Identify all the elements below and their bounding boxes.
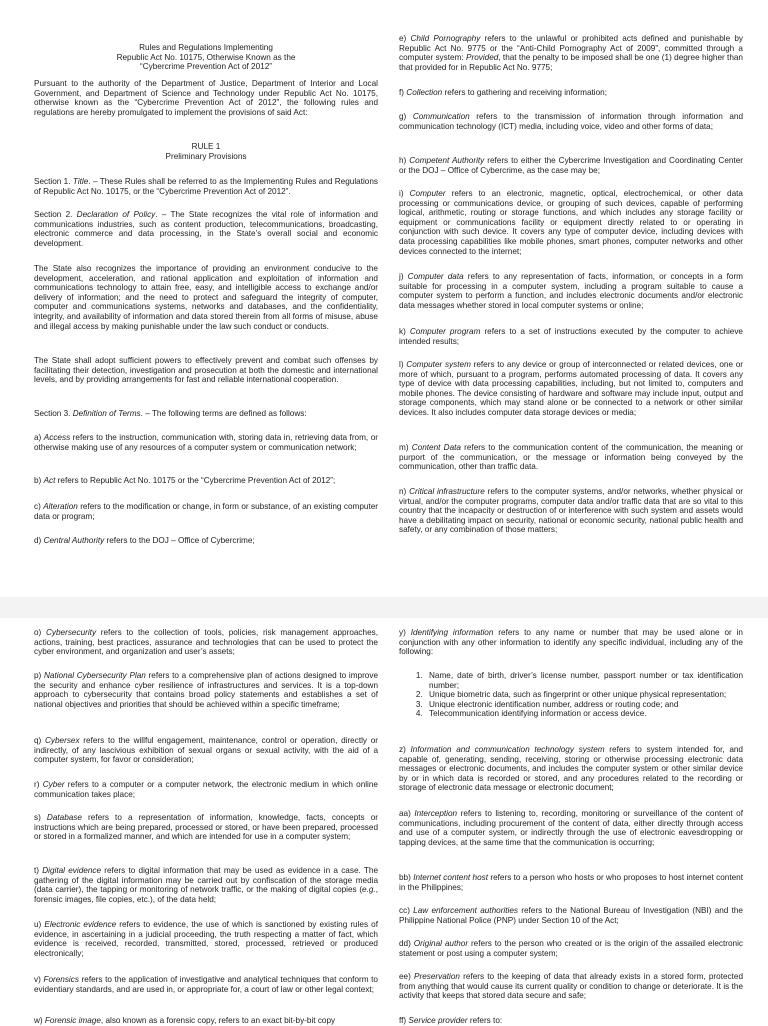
definition-term: Cybersex — [45, 736, 80, 745]
provided-term: Provided — [466, 53, 499, 63]
definition-prefix: d) — [34, 536, 44, 545]
definition-text: refers to any device or group of interconnected or related devices, one or more of which, pursuant to a program, performs automated processing of data. It covers any type of device with data processing capabilities, including, but not limited to, computers and mobile phones. The device consisting of hardware and software may include input, output and storage components, which may stand alone or be connected to a network or other similar devices. It also includes computer data storage devices or media; — [399, 360, 743, 417]
definition-bb — [399, 873, 743, 892]
definition-text: refers to either the Cybercrime Investigation and Coordinating Center or the DOJ – Office of Cybercrime, as the case may be; — [399, 156, 743, 175]
definition-ee — [399, 972, 743, 1001]
definition-j — [399, 272, 743, 310]
definition-term: Original author — [413, 939, 469, 948]
definition-text: refers to: — [467, 1016, 503, 1025]
definition-r — [34, 780, 378, 799]
definition-prefix: q) — [34, 736, 45, 745]
page2-left-column — [34, 618, 378, 1024]
definition-c — [34, 502, 378, 521]
definition-term: Electronic evidence — [44, 920, 117, 929]
definition-term: Computer system — [406, 360, 471, 369]
definition-text: refers to the person who created or is the origin of the assailed electronic statement or post using a computer system; — [399, 939, 743, 958]
definition-term: Child Pornography — [410, 34, 481, 43]
definition-term: Database — [46, 813, 82, 822]
paragraph-importance-text: The State also recognizes the importance of providing an environment conducive to the development, acceleration, and rational application and exploitation of information and communications technology to attain free, easy, and intelligible access to exchange and/or delivery of information; and the need to protect and safeguard the integrity of computer, computer and communications systems, networks and databases, and the confidentiality, integrity, and availability of information and data stored therein from all forms of misuse, abuse and illegal access by making punishable under the law such conduct or conducts. — [34, 264, 378, 331]
definition-term: Computer data — [407, 272, 464, 281]
list-item: 1. Name, date of birth, driver’s license number, passport number or tax identification number; — [425, 671, 743, 690]
definition-prefix: j) — [399, 272, 408, 281]
definition-text-continued: , that the penalty to be imposed shall be one (1) degree higher than that provided for in Republic Act No. 9775; — [399, 53, 743, 72]
definition-term: Forensics — [43, 975, 79, 984]
definition-text: refers to a person who hosts or who proposes to host internet content in the Philippines; — [399, 873, 743, 892]
definition-prefix: cc) — [399, 906, 414, 915]
definition-prefix: s) — [34, 813, 47, 822]
definition-text: , also known as a forensic copy, refers to an exact bit-by-bit copy — [100, 1016, 336, 1025]
definition-term: Identifying information — [410, 628, 494, 637]
paragraph-powers-text: The State shall adopt sufficient powers to effectively prevent and combat such offenses by facilitating their detection, investigation and prosecution at both the domestic and international levels, and by providing arrangements for fast and reliable international cooperation. — [34, 356, 378, 385]
definition-text: refers to the unlawful or prohibited acts defined and punishable by Republic Act No. 9775 or the “Anti-Child Pornography Act of 2009”, committed through a computer system: — [399, 34, 743, 63]
definition-prefix: l) — [399, 360, 407, 369]
definition-text: refers to the willful engagement, maintenance, control or operation, directly or indirectly, of any lascivious exhibition of sexual organs or sexual activity, with the aid of a computer system, for favor or consideration; — [34, 736, 378, 765]
definition-prefix: ee) — [399, 972, 415, 981]
definition-term: Communication — [412, 112, 470, 121]
definition-text: refers to listening to, recording, monitoring or surveillance of the content of communications, including procurement of the content of data, either directly through access and use of a computer system, or indirectly through the use of electronic eavesdropping or tapping devices, at the same time that the communication is occurring; — [399, 809, 743, 847]
definition-text: refers to the instruction, communication with, storing data in, retrieving data from, or otherwise making use of any resources of a computer system or communication network; — [34, 433, 378, 452]
definition-text: refers to the communication content of the communication, the meaning or purport of the communication, or the message or information being conveyed by the communication, other than traffic data. — [399, 443, 743, 472]
definition-text: refers to gathering and receiving information; — [442, 88, 607, 97]
definition-text: refers to system intended for, and capable of, generating, sending, receiving, storing or otherwise processing electronic data messages or electronic documents, and includes the computer system or other similar device by or in which data is recorded or stored, and any procedures related to the recording or storage of electronic data message or electronic document; — [399, 745, 743, 793]
identifying-information-list — [399, 671, 743, 719]
definition-y — [399, 628, 743, 657]
page1-right-column — [399, 0, 743, 597]
definition-ff — [399, 1016, 743, 1026]
definition-f — [399, 88, 743, 98]
definition-g — [399, 112, 743, 131]
rule-title: RULE 1 — [191, 142, 221, 151]
definition-term: Critical infrastructure — [409, 487, 485, 496]
definition-text: refers to any name or number that may be used alone or in conjunction with any other information to identify any specific individual, including any of the following: — [399, 628, 743, 657]
rule-subtitle: Preliminary Provisions — [165, 151, 247, 161]
definition-h — [399, 156, 743, 175]
eg-term: e.g. — [362, 885, 376, 895]
rule-heading — [34, 142, 378, 161]
definition-text: refers to the collection of tools, policies, risk management approaches, actions, training, best practices, assurance and technologies that can be used to protect the cyber environment, and organization and user’s assets; — [34, 628, 378, 657]
definition-prefix: h) — [399, 156, 410, 165]
definition-n — [399, 487, 743, 535]
definition-term: Content Data — [411, 443, 461, 452]
definition-u — [34, 920, 378, 958]
list-item: 4. Telecommunication identifying information or access device. — [425, 709, 743, 719]
definition-term: Information and communication technology system — [410, 745, 605, 754]
definition-text: refers to a computer or a computer network, the electronic medium in which online communication takes place; — [34, 780, 378, 799]
document-header — [34, 43, 378, 72]
definition-text: refers to the modification or change, in form or substance, of an existing computer data or program; — [34, 502, 378, 521]
definition-i — [399, 189, 743, 256]
definition-prefix: w) — [34, 1016, 45, 1025]
definition-text: refers to the keeping of data that already exists in a stored form, protected from anything that would cause its current quality or condition to change or deteriorate. It is the activity that keeps that stored data secure and safe; — [399, 972, 743, 1001]
definition-prefix: o) — [34, 628, 46, 637]
paragraph-powers — [34, 356, 378, 385]
definition-text: refers to evidence, the use of which is sanctioned by existing rules of evidence, in ascertaining in a judicial proceeding, the truth respecting a matter of fact, which evidence is received, recorded, transmitted, stored, processed, retrieved or produced electronically; — [34, 920, 378, 958]
definition-prefix: k) — [399, 327, 410, 336]
section-3-text: . – The following terms are defined as follows: — [140, 409, 307, 418]
preamble-text: Pursuant to the authority of the Department of Justice, Department of Interior and Local Government, and Department of Science and Technology under Republic Act No. 10175, otherwise known as the “Cybercrime Prevention Act of 2012”, the following rules and regulations are hereby promulgated to implement the provisions of said Act: — [34, 79, 378, 117]
definition-term: Cybersecurity — [46, 628, 97, 637]
definition-b — [34, 476, 378, 486]
definition-prefix: aa) — [399, 809, 415, 818]
definition-term: Computer — [409, 189, 446, 198]
header-line-2: Republic Act No. 10175, Otherwise Known as the — [116, 52, 296, 62]
definition-prefix: m) — [399, 443, 412, 452]
definition-prefix: g) — [399, 112, 413, 121]
preamble — [34, 79, 378, 117]
definition-l — [399, 360, 743, 418]
page-separator — [0, 597, 768, 618]
definition-prefix: u) — [34, 920, 45, 929]
definition-term: Service provider — [408, 1016, 468, 1025]
definition-prefix: y) — [399, 628, 411, 637]
section-1-text: . – These Rules shall be referred to as the Implementing Rules and Regulations of Republic Act No. 10175, or the “Cybercrime Prevention Act of 2012”. — [34, 177, 378, 196]
definition-k — [399, 327, 743, 346]
definition-w — [34, 1016, 378, 1026]
definition-term: Preservation — [414, 972, 460, 981]
definition-q — [34, 736, 378, 765]
definition-term: Interception — [414, 809, 458, 818]
definition-text: refers to the transmission of information through information and communication technology (ICT) media, including voice, video and other forms of data; — [399, 112, 743, 131]
definition-prefix: r) — [34, 780, 43, 789]
definition-text: refers to a set of instructions executed by the computer to achieve intended results; — [399, 327, 743, 346]
section-1 — [34, 177, 378, 196]
definition-term: National Cybersecurity Plan — [43, 671, 146, 680]
definition-z — [399, 745, 743, 793]
page1-left-column — [34, 0, 378, 597]
definition-prefix: e) — [399, 34, 411, 43]
section-1-title: Title — [72, 177, 89, 186]
page2-right-column — [399, 618, 743, 1024]
definition-text: refers to the DOJ – Office of Cybercrime; — [104, 536, 255, 545]
definition-prefix: i) — [399, 189, 410, 198]
definition-o — [34, 628, 378, 657]
definition-prefix: f) — [399, 88, 407, 97]
definition-text: refers to any representation of facts, information, or concepts in a form suitable for processing in a computer system, including a program suitable to cause a computer system to perform a function, and includes electronic documents and/or electronic data messages whether stored in local computer systems or online; — [399, 272, 743, 310]
section-3-label: Section 3. — [34, 409, 73, 418]
definition-term: Law enforcement authorities — [413, 906, 518, 915]
section-2 — [34, 210, 378, 248]
section-3 — [34, 409, 378, 419]
definition-term: Digital evidence — [42, 866, 102, 875]
definition-term: Competent Authority — [409, 156, 485, 165]
definition-prefix: p) — [34, 671, 44, 680]
definition-cc — [399, 906, 743, 925]
definition-term: Alteration — [43, 502, 78, 511]
definition-v — [34, 975, 378, 994]
definition-text: refers to the application of investigative and analytical techniques that conform to evidentiary standards, and are used in, or appropriate for, a court of law or other legal context; — [34, 975, 378, 994]
definition-prefix: n) — [399, 487, 410, 496]
definition-text: refers to digital information that may be used as evidence in a case. The gathering of the digital information may be carried out by confiscation of the storage media (data carrier), the tapping or monitoring of network traffic, or the making of digital copies ( — [34, 866, 378, 895]
definition-term: Computer program — [409, 327, 481, 336]
definition-p — [34, 671, 378, 709]
section-1-label: Section 1. — [34, 177, 73, 186]
section-2-label: Section 2. — [34, 210, 77, 219]
definition-text: refers to a comprehensive plan of actions designed to improve the security and enhance cyber resilience of infrastructures and services. It is a top-down approach to cybersecurity that contains broad policy statements and establishes a set of national objectives and priorities that should be achieved within a specific timeframe; — [34, 671, 379, 709]
definition-term: Access — [43, 433, 71, 442]
definition-term: Central Authority — [43, 536, 105, 545]
definition-aa — [399, 809, 743, 847]
definition-d — [34, 536, 378, 546]
list-item: 2. Unique biometric data, such as fingerprint or other unique physical representation; — [425, 690, 743, 700]
definition-prefix: dd) — [399, 939, 414, 948]
definition-term: Internet content host — [413, 873, 488, 882]
definition-prefix: v) — [34, 975, 44, 984]
definition-term: Cyber — [42, 780, 65, 789]
definition-term: Act — [43, 476, 56, 485]
definition-prefix: b) — [34, 476, 44, 485]
definition-prefix: ff) — [399, 1016, 409, 1025]
definition-prefix: bb) — [399, 873, 414, 882]
definition-m — [399, 443, 743, 472]
header-line-3: “Cybercrime Prevention Act of 2012” — [140, 62, 272, 72]
definition-term: Forensic image — [44, 1016, 101, 1025]
definition-text: refers to Republic Act No. 10175 or the “Cybercrime Prevention Act of 2012”; — [55, 476, 336, 485]
definition-prefix: c) — [34, 502, 44, 511]
definition-prefix: t) — [34, 866, 43, 875]
list-item: 3. Unique electronic identification number, address or routing code; and — [425, 700, 743, 710]
definition-text: refers to a representation of information, knowledge, facts, concepts or instructions which are being prepared, processed or stored, or have been prepared, processed or stored in a formalized manner, and which are intended for use in a computer system; — [34, 813, 378, 842]
section-3-title: Definition of Terms — [72, 409, 141, 418]
section-2-text: . – The State recognizes the vital role of information and communications industries, such as content production, telecommunications, broadcasting, electronic commerce and data processing, in the State’s overall social and economic development. — [34, 210, 378, 248]
document-page-2 — [0, 618, 768, 1024]
definition-dd — [399, 939, 743, 958]
section-2-title: Declaration of Policy — [76, 210, 156, 219]
definition-prefix: z) — [399, 745, 411, 754]
definition-term: Collection — [406, 88, 443, 97]
definition-text: refers to the computer systems, and/or networks, whether physical or virtual, and/or the computer programs, computer data and/or traffic data that are so vital to this country that the incapacity or destruction of or interference with such system and assets would have a debilitating impact on security, national or economic security, national public health and safety, or any combination of those matters; — [399, 487, 743, 535]
definition-s — [34, 813, 378, 842]
paragraph-importance — [34, 264, 378, 331]
header-line-1: Rules and Regulations Implementing — [139, 43, 273, 52]
definition-prefix: a) — [34, 433, 44, 442]
definition-e — [399, 34, 743, 72]
definition-text: refers to an electronic, magnetic, optical, electrochemical, or other data processing or communications device, or grouping of such devices, capable of performing logical, arithmetic, routing or storage functions, and which includes any storage facility or equipment or communications facility or equipment directly related to or operating in conjunction with such device. It covers any type of computer device, including devices with data processing capabilities like mobile phones, smart phones, computer networks and other devices connected to the internet; — [399, 189, 743, 256]
definition-a — [34, 433, 378, 452]
definition-t — [34, 866, 378, 904]
definition-text: refers to the National Bureau of Investigation (NBI) and the Philippine National Police (PNP) under Section 10 of the Act; — [399, 906, 743, 925]
definition-text-continued: , forensic images, file copies, etc.), of the data held; — [34, 885, 378, 904]
